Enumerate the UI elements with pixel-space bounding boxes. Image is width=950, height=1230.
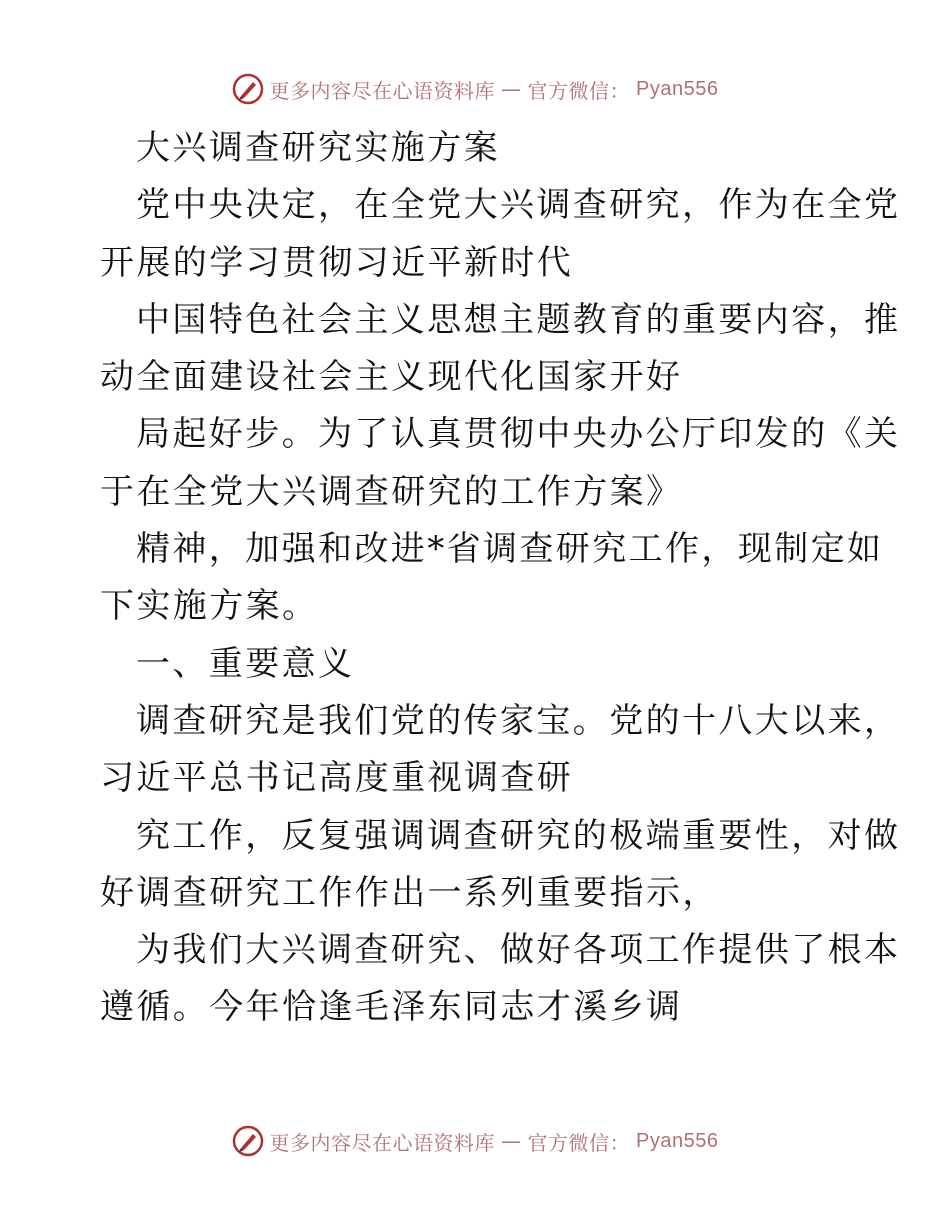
banner-separator: — xyxy=(501,1129,522,1153)
paragraph-line: 中国特色社会主义思想主题教育的重要内容，推 xyxy=(136,299,901,340)
pen-logo-icon xyxy=(232,1125,264,1157)
banner-wechat-id: Pyan556 xyxy=(636,1129,719,1152)
banner-wechat-id: Pyan556 xyxy=(636,77,719,100)
paragraph-line: 遵循。今年恰逢毛泽东同志才溪乡调 xyxy=(100,987,683,1028)
paragraph-line: 局起好步。为了认真贯彻中央办公厅印发的《关 xyxy=(136,414,901,455)
paragraph-line: 究工作，反复强调调查研究的极端重要性，对做 xyxy=(136,815,901,856)
document-body xyxy=(100,120,901,1037)
paragraph-line: 党中央决定，在全党大兴调查研究，作为在全党 xyxy=(136,185,901,226)
paragraph-line: 调查研究是我们党的传家宝。党的十八大以来， xyxy=(136,700,901,741)
document-title: 大兴调查研究实施方案 xyxy=(136,128,500,168)
pen-logo-icon xyxy=(232,73,264,105)
banner-wechat-label: 官方微信： xyxy=(527,78,631,103)
footer-banner xyxy=(0,1125,950,1157)
paragraph-line: 习近平总书记高度重视调查研 xyxy=(100,758,574,799)
paragraph-line: 下实施方案。 xyxy=(100,586,319,627)
banner-text: 更多内容尽在心语资料库 xyxy=(269,78,496,103)
section-heading: 一、重要意义 xyxy=(136,643,355,684)
paragraph-line: 开展的学习贯彻习近平新时代 xyxy=(100,242,574,283)
banner-separator: — xyxy=(501,77,522,101)
header-banner xyxy=(0,73,950,105)
paragraph-line: 为我们大兴调查研究、做好各项工作提供了根本 xyxy=(136,930,901,971)
banner-wechat-label: 官方微信： xyxy=(527,1130,631,1155)
paragraph-line: 动全面建设社会主义现代化国家开好 xyxy=(100,357,683,398)
paragraph-line: 好调查研究工作作出一系列重要指示， xyxy=(100,872,719,913)
banner-text: 更多内容尽在心语资料库 xyxy=(269,1130,496,1155)
paragraph-line: 于在全党大兴调查研究的工作方案》 xyxy=(100,471,683,512)
paragraph-line: 精神，加强和改进*省调查研究工作，现制定如 xyxy=(136,529,884,570)
